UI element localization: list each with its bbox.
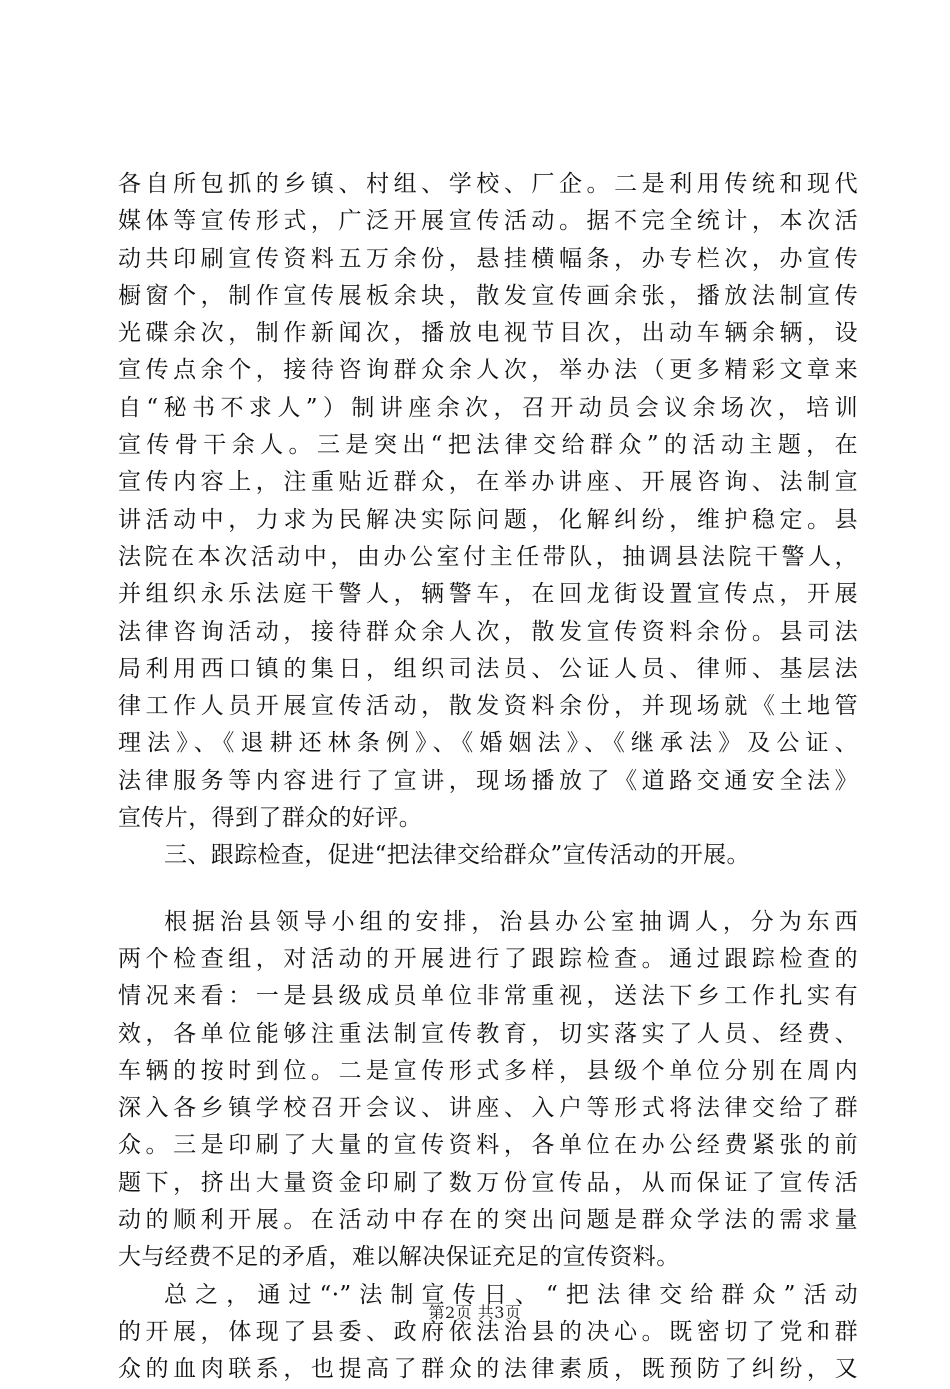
text-line: 情况来看：一是县级成员单位非常重视，送法下乡工作扎实有	[118, 983, 858, 1010]
text-line: 效，各单位能够注重法制宣传教育，切实落实了人员、经费、	[118, 1020, 858, 1047]
text-line: 两个检查组，对活动的开展进行了跟踪检查。通过跟踪检查的	[118, 945, 858, 972]
text-line: 光碟余次，制作新闻次，播放电视节目次，出动车辆余辆，设	[118, 320, 858, 347]
text-line: 法律咨询活动，接待群众余人次，散发宣传资料余份。县司法	[118, 618, 858, 645]
text-line: 宣传内容上，注重贴近群众，在举办讲座、开展咨询、法制宣	[118, 469, 858, 496]
text-line: 总之，通过“·”法制宣传日、“把法律交给群众”活动	[164, 1281, 858, 1308]
page-number-footer: 第2页 共3页	[428, 1303, 522, 1322]
text-line: 众的血肉联系，也提高了群众的法律素质，既预防了纠纷，又	[118, 1356, 858, 1383]
text-line: 动共印刷宣传资料五万余份，悬挂横幅条，办专栏次，办宣传	[118, 245, 858, 272]
text-line: 动的顺利开展。在活动中存在的突出问题是群众学法的需求量	[118, 1207, 858, 1234]
text-line: 众。三是印刷了大量的宣传资料，各单位在办公经费紧张的前	[118, 1132, 858, 1159]
text-line: 讲活动中，力求为民解决实际问题，化解纠纷，维护稳定。县	[118, 506, 858, 533]
text-line: 车辆的按时到位。二是宣传形式多样，县级个单位分别在周内	[118, 1057, 858, 1084]
text-line: 根据治县领导小组的安排，治县办公室抽调人，分为东西	[164, 908, 858, 935]
text-line: 局利用西口镇的集日，组织司法员、公证人员、律师、基层法	[118, 655, 858, 682]
text-line: 理法》、《退耕还林条例》、《婚姻法》、《继承法》及公证、	[118, 730, 858, 757]
text-line: 法院在本次活动中，由办公室付主任带队，抽调县法院干警人，	[118, 543, 858, 570]
text-line: 宣传骨干余人。三是突出“把法律交给群众”的活动主题，在	[118, 432, 858, 459]
text-line: 媒体等宣传形式，广泛开展宣传活动。据不完全统计，本次活	[118, 208, 858, 235]
text-line: 法律服务等内容进行了宣讲，现场播放了《道路交通安全法》	[118, 767, 858, 794]
text-line: 宣传点余个，接待咨询群众余人次，举办法（更多精彩文章来	[118, 357, 858, 384]
text-line: 并组织永乐法庭干警人，辆警车，在回龙街设置宣传点，开展	[118, 581, 858, 608]
text-line: 律工作人员开展宣传活动，散发资料余份，并现场就《土地管	[118, 693, 858, 720]
document-body	[118, 166, 858, 1389]
text-line: 深入各乡镇学校召开会议、讲座、入户等形式将法律交给了群	[118, 1095, 858, 1122]
text-line: 各自所包抓的乡镇、村组、学校、厂企。二是利用传统和现代	[118, 171, 858, 197]
text-line: 的开展，体现了县委、政府依法治县的决心。既密切了党和群	[118, 1318, 858, 1345]
text-line: 宣传片，得到了群众的好评。	[118, 805, 423, 832]
text-line: 题下，挤出大量资金印刷了数万份宣传品，从而保证了宣传活	[118, 1169, 858, 1196]
text-line: 大与经费不足的矛盾，难以解决保证充足的宣传资料。	[118, 1244, 680, 1271]
section-heading: 三、跟踪检查，促进“把法律交给群众”宣传活动的开展。	[164, 842, 750, 869]
text-line: 橱窗个，制作宣传展板余块，散发宣传画余张，播放法制宣传	[118, 282, 858, 309]
paragraph-gap	[118, 875, 858, 904]
text-line: 自“秘书不求人”）制讲座余次，召开动员会议余场次，培训	[118, 394, 858, 421]
